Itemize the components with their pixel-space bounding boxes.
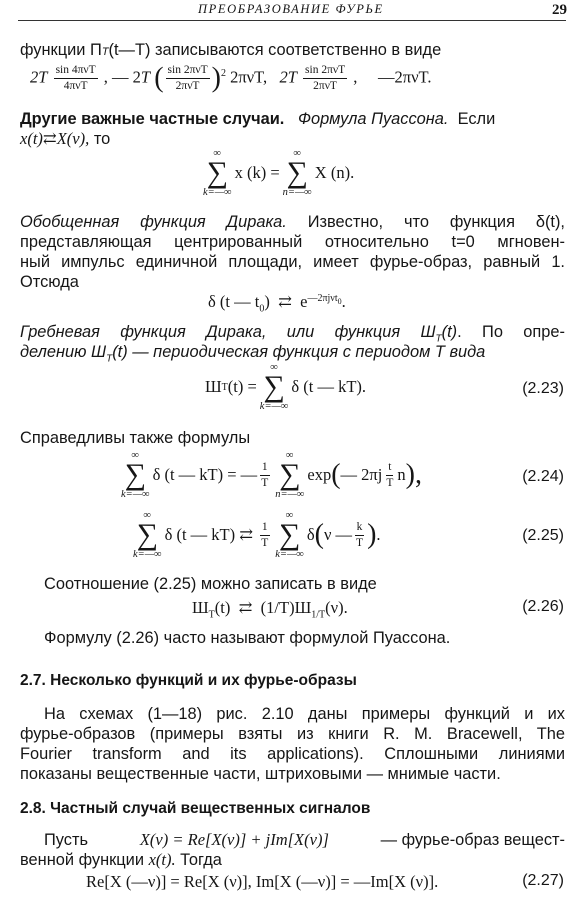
relation-intro: Соотношение (2.25) можно записать в виде <box>44 575 377 593</box>
poisson-sum-equation: ∞ ∑ k=—∞ x (k) = ∞ ∑ n=—∞ X (n). <box>203 148 355 198</box>
equation-2-26: $Ш_T(t)$ ⇄ $(1/T)Ш_{1/T}(\nu)$. <box>192 598 348 621</box>
dirac-line-4: Отсюда <box>20 273 79 291</box>
dirac-line-1: Обобщенная функция Дирака. Известно, что функция δ(t), <box>20 213 565 231</box>
dirac-line-3: ный импульс единичной площади, имеет фурье-образ, равный 1. <box>20 253 565 271</box>
comb-line-1: Гребневая функция Дирака, или функция $Ш_T(t)$. По опре- <box>20 323 565 345</box>
page-number: 29 <box>552 2 567 18</box>
poisson-heading-line: Другие важные частные случаи. Формула Пуассона. Если <box>20 110 496 128</box>
sec27-line-4: показаны вещественные части, штриховыми — мнимые части. <box>20 765 501 783</box>
comb-line-2: делению $Ш_T(t)$ — периодическая функция с периодом T вида <box>20 343 486 365</box>
poisson-condition-line: x(t)⇄X(ν), то <box>20 129 111 148</box>
section-2-8-title: 2.8. Частный случай вещественных сигналов <box>20 800 371 817</box>
sec27-line-3: Fourier transform and its applications). Сплошными линиями <box>20 745 565 763</box>
poisson-note: Формулу (2.26) часто называют формулой Пуассона. <box>44 629 451 647</box>
comb-equation: Ш T (t) = ∞ ∑ k=—∞ δ (t — kT). <box>205 362 367 412</box>
equation-number-2-26: (2.26) <box>522 598 564 615</box>
equation-number-2-25: (2.25) <box>522 527 564 544</box>
equation-2-25: ∞ ∑ k=—∞ δ (t — kT) ⇄ $\frac{1}{T}$ ∞ ∑ k=—∞ δ ( ν — $\frac{k}{T}$ ) . <box>133 510 381 560</box>
equation-number-2-23: (2.23) <box>522 380 564 397</box>
equation-2-24: ∞ ∑ k=—∞ δ (t — kT) = — $\frac{1}{T}$ ∞ ∑ n=—∞ exp ( — 2πj $\frac{t}{T}$ n ), <box>121 450 422 500</box>
equation-number-2-27: (2.27) <box>522 872 564 889</box>
header-rule <box>18 20 566 21</box>
dirac-line-2: представляющая центрированный относительно t=0 мгновен- <box>20 233 565 251</box>
delta-shift-equation: δ (t — $t_0$) ⇄ $e^{—2\pi j\nu t_0}$. <box>208 292 346 315</box>
sec28-line-2: венной функции x(t). Тогда <box>20 850 222 869</box>
equation-number-2-24: (2.24) <box>522 468 564 485</box>
equation-2-27: Re[X (—ν)] = Re[X (ν)], Im[X (—ν)] = —Im[X (ν)]. <box>86 872 439 891</box>
running-title: ПРЕОБРАЗОВАНИЕ ФУРЬЕ <box>198 2 384 16</box>
transform-expressions: 2T $\frac{\text{sin 4πνT}}{\text{4πνT}}$ , — 2T ( $\frac{\text{sin 2πνT}}{\text{2πνT}}$ )$^2$ 2πνT, 2T $\frac{\text{sin 2πνT}}{\text{2πνT}}$ , —2πνT. <box>30 62 432 94</box>
sec27-line-2: фурье-образов (примеры взяты из книги R. M. Bracewell, The <box>20 725 565 743</box>
section-2-7-title: 2.7. Несколько функций и их фурье-образы <box>20 672 357 689</box>
formulas-intro: Справедливы также формулы <box>20 429 251 447</box>
intro-line: функции ΠT(t—T) записываются соответственно в виде <box>20 41 442 59</box>
sec28-line-1: Пусть X(ν) = Re[X(ν)] + jIm[X(ν)] — фурье-образ вещест- <box>44 830 565 849</box>
sec27-line-1: На схемах (1—18) рис. 2.10 даны примеры функций и их <box>44 705 565 723</box>
